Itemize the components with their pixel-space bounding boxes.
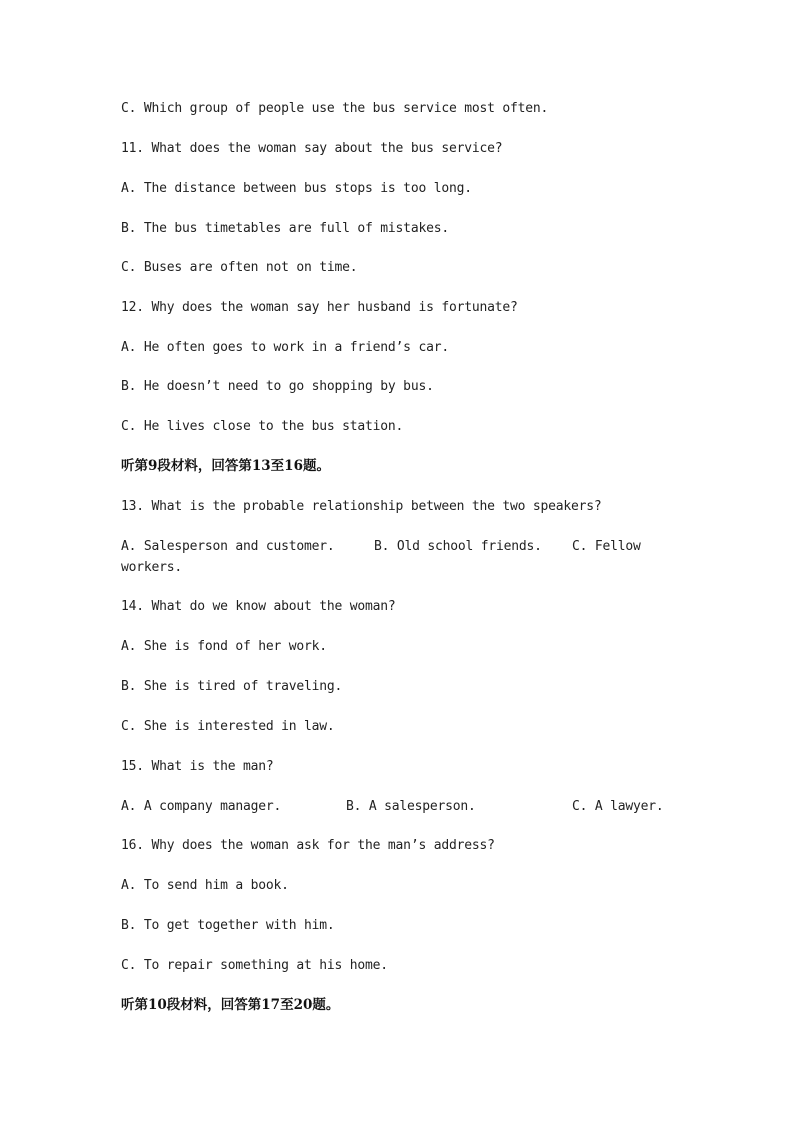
q16-question: 16. Why does the woman ask for the man’s address? — [121, 838, 495, 853]
q12-option-c: C. He lives close to the bus station. — [121, 419, 404, 434]
q12-option-b: B. He doesn’t need to go shopping by bus. — [121, 379, 434, 394]
q11-option-c: C. Buses are often not on time. — [121, 260, 358, 275]
q13-question: 13. What is the probable relationship between the two speakers? — [121, 499, 602, 514]
q14-option-b: B. She is tired of traveling. — [121, 679, 343, 694]
section-9-heading: 听第9段材料，回答第13至16题。 — [121, 458, 330, 474]
q15-option-b: B. A salesperson. — [346, 799, 476, 814]
q15-option-c: C. A lawyer. — [572, 799, 664, 814]
q13-option-b: B. Old school friends. — [374, 539, 542, 554]
q13-option-c: C. Fellow — [572, 539, 641, 554]
section-10-heading: 听第10段材料，回答第17至20题。 — [121, 997, 340, 1013]
q11-question: 11. What does the woman say about the bus service? — [121, 141, 503, 156]
q12-option-a: A. He often goes to work in a friend’s car. — [121, 340, 449, 355]
q13-option-a: A. Salesperson and customer. — [121, 539, 335, 554]
q15-question: 15. What is the man? — [121, 759, 274, 774]
q14-option-c: C. She is interested in law. — [121, 719, 335, 734]
q16-option-c: C. To repair something at his home. — [121, 958, 388, 973]
q16-option-b: B. To get together with him. — [121, 918, 335, 933]
q11-option-b: B. The bus timetables are full of mistakes. — [121, 221, 449, 236]
q14-option-a: A. She is fond of her work. — [121, 639, 327, 654]
q12-question: 12. Why does the woman say her husband is fortunate? — [121, 300, 518, 315]
q16-option-a: A. To send him a book. — [121, 878, 289, 893]
q10-option-c: C. Which group of people use the bus service most often. — [121, 101, 549, 116]
q14-question: 14. What do we know about the woman? — [121, 599, 396, 614]
q13-option-c-continued: workers. — [121, 560, 183, 575]
q15-option-a: A. A company manager. — [121, 799, 282, 814]
q11-option-a: A. The distance between bus stops is too long. — [121, 181, 472, 196]
